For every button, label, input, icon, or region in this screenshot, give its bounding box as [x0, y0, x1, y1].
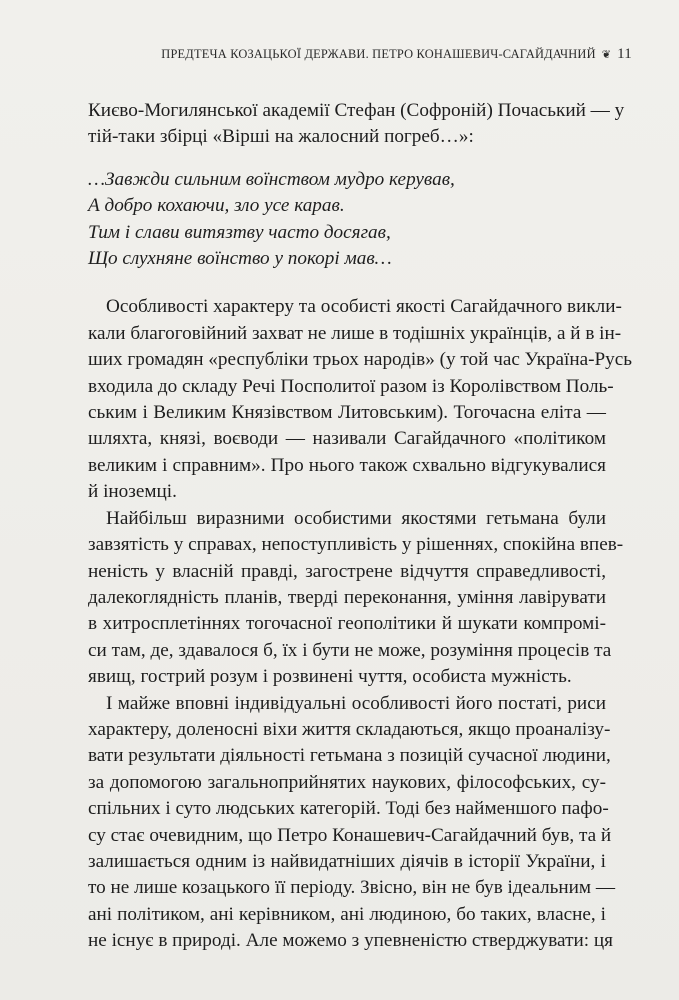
paragraph-2 — [88, 506, 624, 691]
text-line: Особливості характеру та особисті якості Сагайдачного викли- — [106, 296, 622, 318]
text-line: великим і справним». Про нього також схвально відгукувалися — [88, 454, 606, 476]
intro-paragraph — [88, 98, 625, 151]
text-line: входила до складу Речі Посполитої разом із Королівством Поль- — [88, 375, 614, 397]
text-line: й іноземці. — [88, 481, 177, 503]
page-number: 11 — [617, 46, 632, 62]
text-line: І майже вповні індивідуальні особливості його постаті, риси — [106, 692, 606, 714]
text-line: кали благоговійний захват не лише в тодішніх українців, а й в ін- — [88, 322, 622, 344]
text-line: су стає очевидним, що Петро Конашевич-Сагайдачний був, та й — [88, 824, 612, 846]
text-line: неність у власній правді, загострене відчуття справедливості, — [88, 560, 606, 582]
text-line: не існує в природі. Але можемо з упевненістю стверджувати: ця — [88, 930, 613, 952]
text-line: то не лише козацького її періоду. Звісно, він не був ідеальним — — [88, 877, 616, 899]
text-line: вати результати діяльності гетьмана з позицій сучасної людини, — [88, 745, 611, 767]
text-line: залишається одним із найвидатніших діячів в історії України, і — [88, 850, 606, 872]
text-line: завзятість у справах, непоступливість у рішеннях, спокійна впев- — [88, 534, 624, 556]
text-line: явищ, гострий розум і розвинені чуття, особиста мужність. — [88, 666, 572, 688]
verse-quote — [88, 167, 606, 273]
paragraph-3 — [88, 691, 616, 955]
body-text — [88, 98, 633, 955]
text-line: Києво-Могилянської академії Стефан (Софроній) Почаський — у — [88, 100, 625, 121]
paragraph-1 — [88, 294, 633, 505]
verse-line: А добро кохаючи, зло усе карав. — [88, 195, 345, 217]
text-line: шляхта, князі, воєводи — називали Сагайдачного «політиком — [88, 428, 606, 450]
text-line: спільних і суто людських категорій. Тоді без найменшого пафо- — [88, 798, 609, 820]
verse-line: Що слухняне воїнство у покорі мав… — [88, 248, 392, 270]
text-line: далекоглядність планів, тверді переконання, уміння лавірувати — [88, 586, 606, 608]
text-line: си там, де, здавалося б, їх і бути не може, розуміння процесів та — [88, 639, 612, 661]
text-line: характеру, доленосні віхи життя складаються, якщо проаналізу- — [88, 718, 611, 740]
ornament-icon: ❦ — [601, 49, 612, 61]
text-line: Найбільш виразними особистими якостями гетьмана були — [106, 507, 606, 529]
text-line: ших громадян «республіки трьох народів» (у той час Україна-Русь — [88, 349, 633, 371]
running-head — [70, 46, 632, 63]
verse-line: Тим і слави витязтву часто досягав, — [88, 221, 391, 243]
text-line: в хитросплетіннях тогочасної геополітики й шукати компромі- — [88, 613, 606, 635]
text-line: ським і Великим Князівством Литовським). Тогочасна еліта — — [88, 402, 606, 424]
running-head-title: ПРЕДТЕЧА КОЗАЦЬКОЇ ДЕРЖАВИ. ПЕТРО КОНАШЕВИЧ-САГАЙДАЧНИЙ — [161, 47, 596, 61]
text-line: тій-таки збірці «Вірші на жалосний погреб…»: — [88, 126, 474, 148]
text-line: ані політиком, ані керівником, ані людиною, бо таких, власне, і — [88, 903, 606, 925]
verse-line: …Завжди сильним воїнством мудро керував, — [88, 168, 455, 190]
text-line: за допомогою загальноприйнятих наукових, філософських, су- — [88, 771, 606, 793]
